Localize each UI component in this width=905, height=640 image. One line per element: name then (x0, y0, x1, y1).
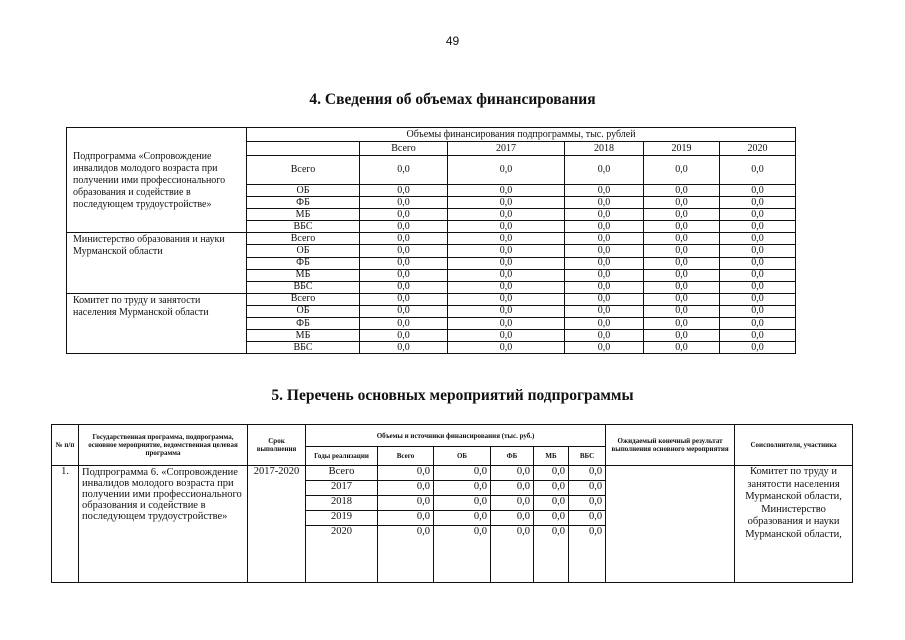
value-cell: 0,0 (360, 185, 448, 197)
column-header: Всего (360, 142, 448, 156)
year-cell: Всего (306, 466, 378, 481)
value-cell: 0,0 (565, 257, 644, 269)
value-cell: 0,0 (720, 269, 796, 281)
value-cell: 0,0 (360, 305, 448, 317)
value-cell: 0,0 (448, 305, 565, 317)
header-mb: МБ (534, 447, 569, 466)
source-label: ОБ (247, 185, 360, 197)
organization-name: Министерство образования и науки Мурманской области (67, 233, 247, 293)
value-cell: 0,0 (360, 330, 448, 342)
value-cell: 0,0 (569, 466, 606, 481)
value-cell: 0,0 (434, 511, 491, 526)
value-cell: 0,0 (534, 481, 569, 496)
value-cell: 0,0 (720, 185, 796, 197)
value-cell: 0,0 (644, 293, 720, 305)
column-header: 2019 (644, 142, 720, 156)
value-cell: 0,0 (448, 221, 565, 233)
value-cell: 0,0 (448, 245, 565, 257)
blank-cell (247, 142, 360, 156)
value-cell: 0,0 (569, 496, 606, 511)
value-cell: 0,0 (565, 318, 644, 330)
value-cell: 0,0 (448, 293, 565, 305)
value-cell: 0,0 (565, 330, 644, 342)
header-fb: ФБ (491, 447, 534, 466)
program-name: Подпрограмма 6. «Сопровождение инвалидов молодого возраста при получении ими профессионального образования и содействие в последующем трудоустройстве» (79, 466, 248, 583)
value-cell: 0,0 (434, 526, 491, 583)
value-cell: 0,0 (644, 342, 720, 354)
header-total: Всего (378, 447, 434, 466)
page-number: 49 (445, 34, 460, 48)
value-cell: 0,0 (644, 257, 720, 269)
result-cell (606, 466, 735, 583)
value-cell: 0,0 (720, 293, 796, 305)
value-cell: 0,0 (565, 209, 644, 221)
value-cell: 0,0 (565, 156, 644, 185)
value-cell: 0,0 (378, 466, 434, 481)
value-cell: 0,0 (565, 305, 644, 317)
value-cell: 0,0 (448, 269, 565, 281)
header-years: Годы реализации (306, 447, 378, 466)
value-cell: 0,0 (565, 269, 644, 281)
organization-name: Комитет по труду и занятости населения Мурманской области (67, 293, 247, 353)
value-cell: 0,0 (491, 511, 534, 526)
source-label: ВБС (247, 221, 360, 233)
source-label: Всего (247, 233, 360, 245)
value-cell: 0,0 (644, 245, 720, 257)
header-term: Срок выполнения (248, 425, 306, 466)
subprogram-name: Подпрограмма «Сопровождение инвалидов молодого возраста при получении ими профессионального образования и содействие в последующем трудоустройстве» (67, 128, 247, 233)
value-cell: 0,0 (644, 197, 720, 209)
value-cell: 0,0 (360, 293, 448, 305)
value-cell: 0,0 (491, 466, 534, 481)
value-cell: 0,0 (448, 185, 565, 197)
value-cell: 0,0 (565, 293, 644, 305)
value-cell: 0,0 (360, 342, 448, 354)
value-cell: 0,0 (378, 496, 434, 511)
value-cell: 0,0 (720, 245, 796, 257)
value-cell: 0,0 (378, 526, 434, 583)
value-cell: 0,0 (491, 481, 534, 496)
value-cell: 0,0 (565, 185, 644, 197)
value-cell: 0,0 (720, 342, 796, 354)
value-cell: 0,0 (644, 269, 720, 281)
value-cell: 0,0 (720, 209, 796, 221)
value-cell: 0,0 (360, 156, 448, 185)
value-cell: 0,0 (720, 305, 796, 317)
value-cell: 0,0 (720, 330, 796, 342)
source-label: ФБ (247, 257, 360, 269)
value-cell: 0,0 (644, 281, 720, 293)
value-cell: 0,0 (378, 511, 434, 526)
value-cell: 0,0 (434, 466, 491, 481)
row-number: 1. (52, 466, 79, 583)
header-vbs: ВБС (569, 447, 606, 466)
value-cell: 0,0 (565, 221, 644, 233)
value-cell: 0,0 (378, 481, 434, 496)
value-cell: 0,0 (720, 221, 796, 233)
activities-table (51, 424, 853, 583)
value-cell: 0,0 (720, 318, 796, 330)
value-cell: 0,0 (644, 209, 720, 221)
source-label: МБ (247, 269, 360, 281)
value-cell: 0,0 (569, 526, 606, 583)
value-cell: 0,0 (569, 511, 606, 526)
value-cell: 0,0 (434, 496, 491, 511)
header-result: Ожидаемый конечный результат выполнения основного мероприятия (606, 425, 735, 466)
value-cell: 0,0 (534, 496, 569, 511)
financing-table (66, 127, 796, 354)
header-executors: Соисполнители, участника (735, 425, 853, 466)
value-cell: 0,0 (360, 281, 448, 293)
value-cell: 0,0 (448, 330, 565, 342)
year-cell: 2019 (306, 511, 378, 526)
value-cell: 0,0 (565, 197, 644, 209)
value-cell: 0,0 (565, 281, 644, 293)
executors-cell: Комитет по труду и занятости населения Мурманской области, Министерство образования и науки Мурманской области, (735, 466, 853, 583)
value-cell: 0,0 (569, 481, 606, 496)
value-cell: 0,0 (534, 526, 569, 583)
header-num: № п/п (52, 425, 79, 466)
value-cell: 0,0 (644, 185, 720, 197)
financing-header: Объемы финансирования подпрограммы, тыс. рублей (247, 128, 796, 142)
value-cell: 0,0 (644, 156, 720, 185)
source-label: ФБ (247, 197, 360, 209)
column-header: 2020 (720, 142, 796, 156)
value-cell: 0,0 (448, 233, 565, 245)
value-cell: 0,0 (448, 209, 565, 221)
value-cell: 0,0 (720, 197, 796, 209)
value-cell: 0,0 (720, 233, 796, 245)
year-cell: 2020 (306, 526, 378, 583)
value-cell: 0,0 (491, 526, 534, 583)
value-cell: 0,0 (491, 496, 534, 511)
value-cell: 0,0 (720, 257, 796, 269)
value-cell: 0,0 (360, 257, 448, 269)
source-label: ВБС (247, 281, 360, 293)
value-cell: 0,0 (720, 156, 796, 185)
source-label: ОБ (247, 245, 360, 257)
value-cell: 0,0 (360, 209, 448, 221)
value-cell: 0,0 (534, 511, 569, 526)
column-header: 2018 (565, 142, 644, 156)
value-cell: 0,0 (360, 233, 448, 245)
section4-title: 4. Сведения об объемах финансирования (309, 91, 596, 108)
value-cell: 0,0 (644, 330, 720, 342)
value-cell: 0,0 (448, 197, 565, 209)
value-cell: 0,0 (565, 342, 644, 354)
term-cell: 2017-2020 (248, 466, 306, 583)
value-cell: 0,0 (644, 305, 720, 317)
source-label: Всего (247, 293, 360, 305)
header-program: Государственная программа, подпрограмма, основное мероприятие, ведомственная целевая программа (79, 425, 248, 466)
value-cell: 0,0 (644, 318, 720, 330)
value-cell: 0,0 (565, 233, 644, 245)
value-cell: 0,0 (360, 318, 448, 330)
header-ob: ОБ (434, 447, 491, 466)
section5-title: 5. Перечень основных мероприятий подпрограммы (271, 387, 634, 404)
value-cell: 0,0 (534, 466, 569, 481)
value-cell: 0,0 (360, 221, 448, 233)
value-cell: 0,0 (448, 342, 565, 354)
source-label: МБ (247, 209, 360, 221)
value-cell: 0,0 (448, 257, 565, 269)
value-cell: 0,0 (644, 221, 720, 233)
source-label: Всего (247, 156, 360, 185)
source-label: ВБС (247, 342, 360, 354)
value-cell: 0,0 (720, 281, 796, 293)
value-cell: 0,0 (434, 481, 491, 496)
value-cell: 0,0 (448, 318, 565, 330)
year-cell: 2017 (306, 481, 378, 496)
source-label: ФБ (247, 318, 360, 330)
column-header: 2017 (448, 142, 565, 156)
value-cell: 0,0 (360, 245, 448, 257)
value-cell: 0,0 (448, 281, 565, 293)
value-cell: 0,0 (360, 197, 448, 209)
source-label: МБ (247, 330, 360, 342)
value-cell: 0,0 (644, 233, 720, 245)
value-cell: 0,0 (360, 269, 448, 281)
header-funding: Объемы и источники финансирования (тыс. руб.) (306, 425, 606, 447)
year-cell: 2018 (306, 496, 378, 511)
value-cell: 0,0 (448, 156, 565, 185)
source-label: ОБ (247, 305, 360, 317)
value-cell: 0,0 (565, 245, 644, 257)
